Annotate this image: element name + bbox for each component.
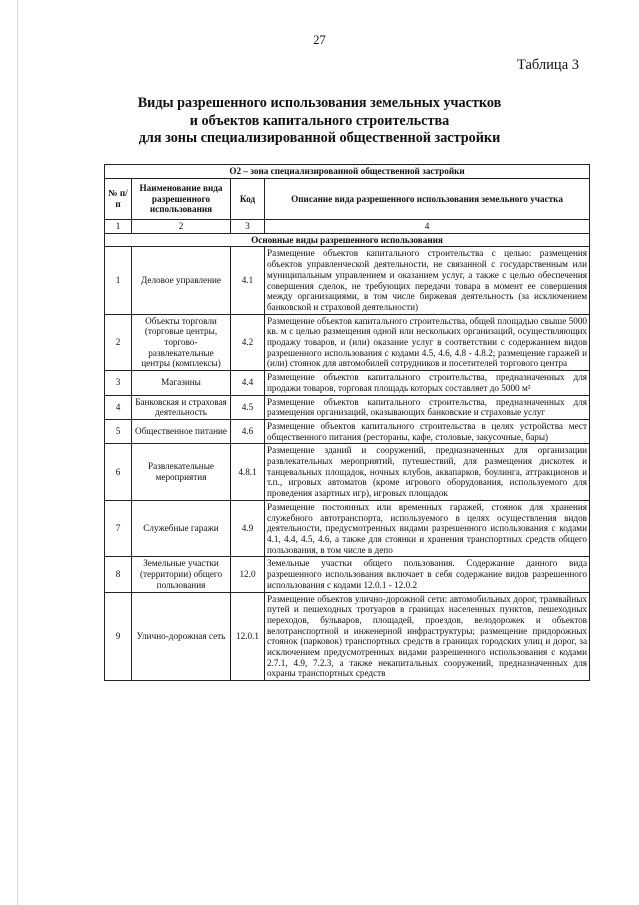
row-num: 4 — [105, 395, 132, 419]
row-num: 1 — [105, 247, 132, 314]
table-row — [105, 500, 590, 557]
row-name: Общественное питание — [132, 419, 231, 443]
row-desc: Размещение объектов капитального строительства, общей площадью свыше 5000 кв. м с целью размещения одной или нескольких организаций, осуществляющих продажу товаров, и (или) оказание услуг в соответствии с содержанием видов разрешенного использования с кодами 4.5, 4.6, 4.8 - 4.8.2; размещение гаражей и (или) стоянок для автомобилей сотрудников и посетителей торгового центра — [265, 314, 590, 371]
row-code: 4.1 — [231, 247, 265, 314]
row-name: Развлекательные мероприятия — [132, 444, 231, 501]
section-title-row — [105, 233, 590, 247]
row-num: 8 — [105, 557, 132, 592]
row-desc: Размещение объектов капитального строительства, предназначенных для размещения организаций, оказывающих банковские и страховые услуг — [265, 395, 590, 419]
col-number: 3 — [231, 220, 265, 234]
row-name: Банковская и страховая деятельность — [132, 395, 231, 419]
row-code: 4.5 — [231, 395, 265, 419]
row-code: 4.4 — [231, 371, 265, 395]
row-code: 4.6 — [231, 419, 265, 443]
col-number: 2 — [132, 220, 231, 234]
row-num: 2 — [105, 314, 132, 371]
row-code: 4.8.1 — [231, 444, 265, 501]
row-num: 6 — [105, 444, 132, 501]
section-title: Основные виды разрешенного использования — [105, 233, 590, 247]
row-desc: Земельные участки общего пользования. Содержание данного вида разрешенного использования включает в себя содержание видов разрешенного использования с кодами 12.0.1 - 12.0.2 — [265, 557, 590, 592]
row-name: Служебные гаражи — [132, 500, 231, 557]
col-header-desc: Описание вида разрешенного использования земельного участка — [265, 179, 590, 220]
row-name: Деловое управление — [132, 247, 231, 314]
col-number: 1 — [105, 220, 132, 234]
table-row — [105, 557, 590, 592]
col-header-code: Код — [231, 179, 265, 220]
column-header-row — [105, 179, 590, 220]
table-row — [105, 371, 590, 395]
row-desc: Размещение объектов капитального строительства в целях устройства мест общественного питания (рестораны, кафе, столовые, закусочные, бары) — [265, 419, 590, 443]
land-use-table — [104, 164, 590, 681]
row-code: 4.9 — [231, 500, 265, 557]
row-code: 4.2 — [231, 314, 265, 371]
row-code: 12.0.1 — [231, 592, 265, 681]
column-number-row — [105, 220, 590, 234]
row-desc: Размещение зданий и сооружений, предназначенных для организации развлекательных мероприятий, путешествий, для размещения дискотек и танцевальных площадок, ночных клубов, аквапарков, боулинга, аттракционов и т.п., игровых автоматов (кроме игрового оборудования, используемого для проведения азартных игр), игровых площадок — [265, 444, 590, 501]
row-name: Земельные участки (территории) общего пользования — [132, 557, 231, 592]
row-desc: Размещение объектов улично-дорожной сети: автомобильных дорог, трамвайных путей и пешеходных тротуаров в границах населенных пунктов, пешеходных переходов, бульваров, площадей, проездов, велодорожек и объектов велотранспортной и инженерной инфраструктуры; размещение придорожных стоянок (парковок) транспортных средств в границах городских улиц и дорог, за исключением предусмотренных видами разрешенного использования с кодами 2.7.1, 4.9, 7.2.3, а также некапитальных сооружений, предназначенных для охраны транспортных средств — [265, 592, 590, 681]
row-num: 5 — [105, 419, 132, 443]
row-num: 7 — [105, 500, 132, 557]
document-title — [0, 95, 639, 148]
col-header-num: № п/п — [105, 179, 132, 220]
table-row — [105, 247, 590, 314]
row-code: 12.0 — [231, 557, 265, 592]
table-label: Таблица 3 — [516, 57, 579, 73]
table-row — [105, 444, 590, 501]
row-name: Объекты торговли (торговые центры, торгово-развлекательные центры (комплексы) — [132, 314, 231, 371]
zone-header: О2 – зона специализированной общественной застройки — [105, 165, 590, 179]
row-desc: Размещение объектов капитального строительства, предназначенных для продажи товаров, торговая площадь которых составляет до 5000 м² — [265, 371, 590, 395]
col-header-name: Наименование вида разрешенного использования — [132, 179, 231, 220]
table-row — [105, 395, 590, 419]
table-row — [105, 419, 590, 443]
title-line-2: и объектов капитального строительства — [189, 112, 450, 129]
table-row — [105, 592, 590, 681]
col-number: 4 — [265, 220, 590, 234]
row-desc: Размещение постоянных или временных гаражей, стоянок для хранения служебного автотранспорта, используемого в целях осуществления видов деятельности, предусмотренных видами разрешенного использования с кодами 4.1, 4.4, 4.5, 4.6, а также для стоянки и хранения транспортных средств общего пользования, в том числе в депо — [265, 500, 590, 557]
row-name: Улично-дорожная сеть — [132, 592, 231, 681]
row-desc: Размещение объектов капитального строительства с целью: размещения объектов управленческой деятельности, не связанной с государственным или муниципальным управлением и оказанием услуг, а также с целью обеспечения совершения сделок, не требующих передачи товара в момент ее совершения между организациями, в том числе биржевая деятельность (за исключением банковской и страховой деятельности) — [265, 247, 590, 314]
title-line-1: Виды разрешенного использования земельных участков — [137, 95, 502, 111]
table-row — [105, 314, 590, 371]
row-num: 9 — [105, 592, 132, 681]
zone-header-row — [105, 165, 590, 179]
title-line-3: для зоны специализированной общественной застройки — [138, 130, 501, 146]
row-name: Магазины — [132, 371, 231, 395]
page-number: 27 — [313, 33, 326, 47]
row-num: 3 — [105, 371, 132, 395]
